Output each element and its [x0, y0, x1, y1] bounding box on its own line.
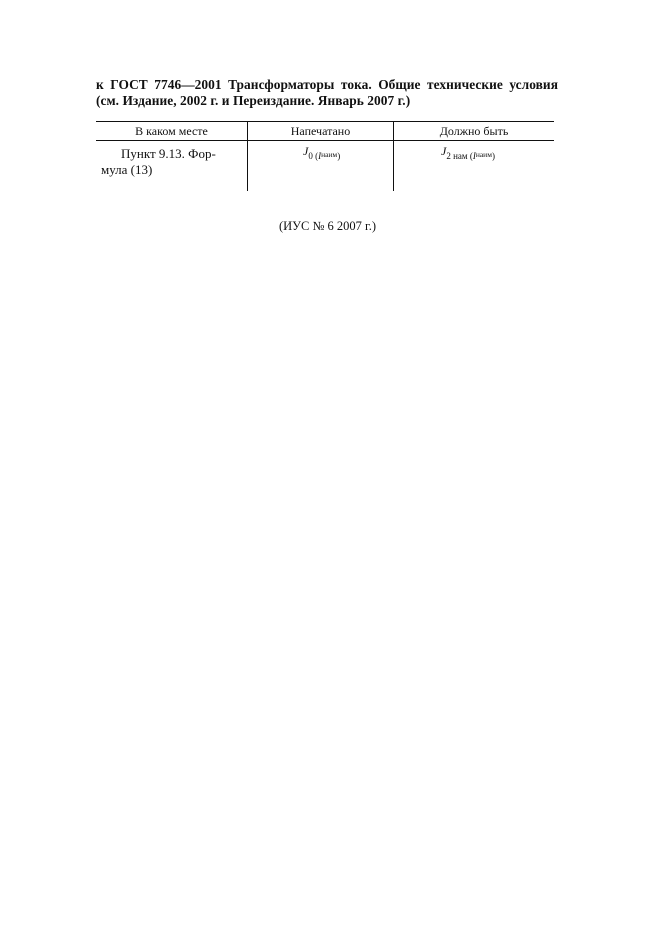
correction-heading	[96, 77, 558, 109]
correct-paren-open: (	[467, 151, 473, 161]
printed-current-subscript: наим	[321, 150, 338, 159]
place-line-2: мула (13)	[101, 162, 153, 177]
printed-paren-open: (	[312, 151, 319, 161]
correct-symbol: J	[441, 144, 447, 158]
correct-current-symbol: I	[472, 151, 476, 161]
correct-subscript: 2 нам	[446, 151, 468, 161]
table-header-rule	[96, 140, 554, 141]
place-line-1: Пункт 9.13. Фор-	[121, 146, 216, 161]
heading-line-standard: к ГОСТ 7746—2001 Трансформаторы тока. Общие технические условия	[96, 77, 558, 92]
heading-line-edition: (см. Издание, 2002 г. и Переиздание. Январь 2007 г.)	[96, 93, 411, 108]
printed-paren-close: )	[337, 151, 341, 161]
table-top-rule	[96, 121, 554, 122]
ius-reference	[0, 218, 661, 234]
printed-formula	[303, 144, 340, 160]
header-correct: Должно быть	[439, 124, 509, 138]
ius-reference-text: (ИУС № 6 2007 г.)	[278, 219, 377, 233]
header-printed: Напечатано	[290, 124, 351, 138]
header-place: В каком месте	[135, 124, 208, 138]
printed-symbol: J	[303, 144, 309, 158]
printed-subscript: 0	[308, 151, 313, 161]
table-row-place	[101, 146, 241, 178]
correct-formula	[441, 144, 495, 160]
printed-current-symbol: I	[318, 151, 322, 161]
correct-paren-close: )	[491, 151, 495, 161]
correct-current-subscript: наим	[475, 150, 492, 159]
corrections-table	[96, 121, 554, 191]
